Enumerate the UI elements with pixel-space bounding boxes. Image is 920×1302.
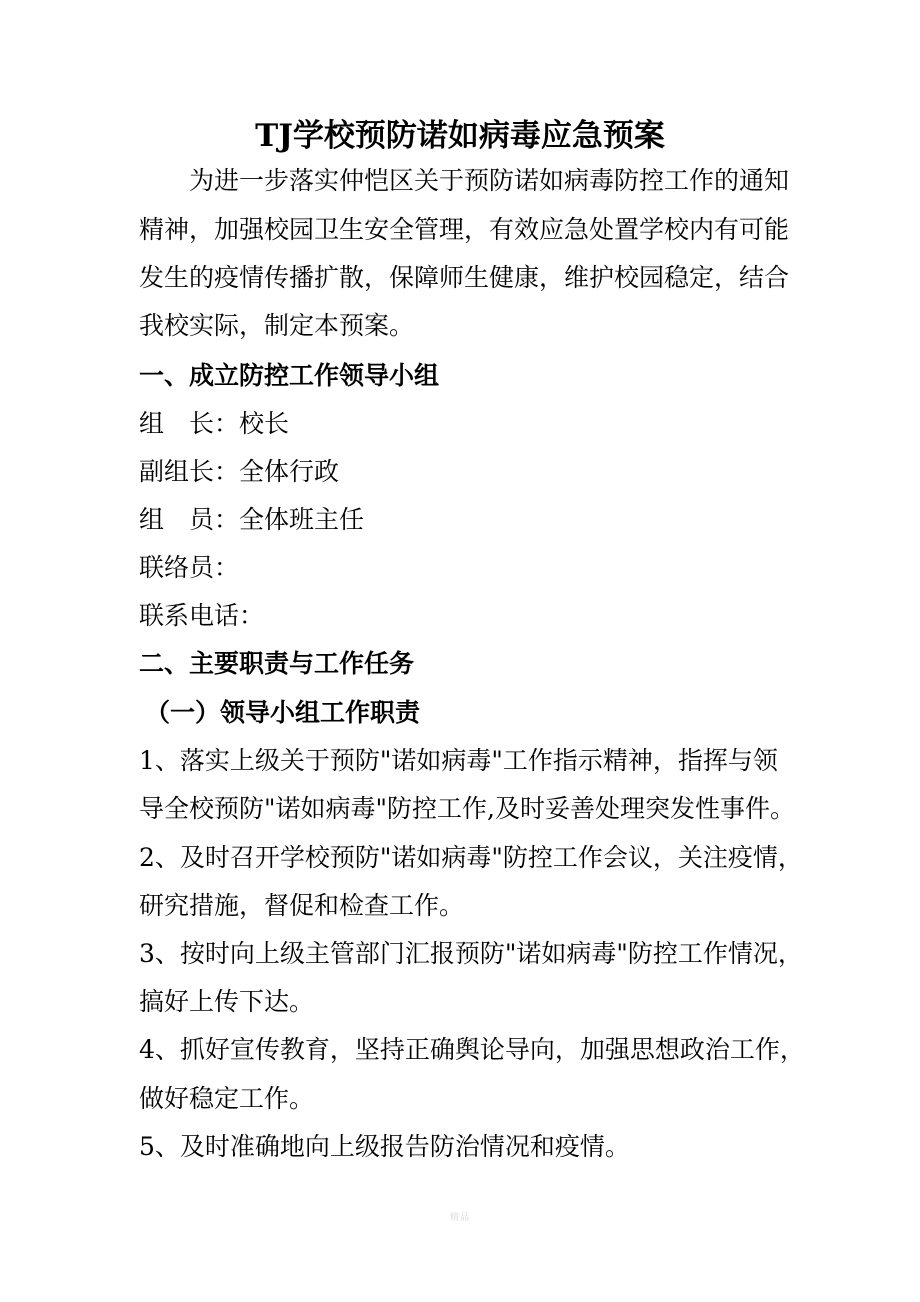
duty-line: 搞好上传下达。 [139, 987, 315, 1016]
duty-line: 做好稳定工作。 [139, 1084, 315, 1113]
member-phone: 联系电话： [139, 601, 265, 630]
member-deputy: 副组长：全体行政 [139, 457, 340, 486]
intro-line-4: 我校实际，制定本预案。 [139, 311, 415, 340]
duty-line: 2、及时召开学校预防"诺如病毒"防控工作会议，关注疫情， [139, 843, 803, 872]
section1-heading: 一、成立防控工作领导小组 [139, 361, 440, 390]
page-footer: 精品 [449, 1213, 470, 1223]
duty-line: 导全校预防"诺如病毒"防控工作,及时妥善处理突发性事件。 [139, 794, 795, 823]
member-staff: 组 员：全体班主任 [139, 505, 365, 534]
member-leader: 组 长：校长 [139, 409, 290, 438]
duty-line: 5、及时准确地向上级报告防治情况和疫情。 [139, 1132, 630, 1161]
duty-line: 3、按时向上级主管部门汇报预防"诺如病毒"防控工作情况， [139, 939, 803, 968]
intro-line-3: 发生的疫情传播扩散，保障师生健康，维护校园稳定，结合 [139, 263, 790, 292]
section2-heading: 二、主要职责与工作任务 [139, 649, 415, 678]
member-liaison: 联络员： [139, 553, 240, 582]
intro-line-2: 精神，加强校园卫生安全管理，有效应急处置学校内有可能 [139, 215, 790, 244]
section2-subheading: （一）领导小组工作职责 [145, 698, 421, 727]
duty-line: 4、抓好宣传教育，坚持正确舆论导向，加强思想政治工作， [139, 1035, 805, 1064]
intro-line-1: 为进一步落实仲恺区关于预防诺如病毒防控工作的通知 [189, 166, 790, 195]
duty-line: 研究措施，督促和检查工作。 [139, 891, 465, 920]
duty-line: 1、落实上级关于预防"诺如病毒"工作指示精神，指挥与领 [139, 746, 778, 775]
document-title: TJ学校预防诺如病毒应急预案 [255, 118, 665, 154]
